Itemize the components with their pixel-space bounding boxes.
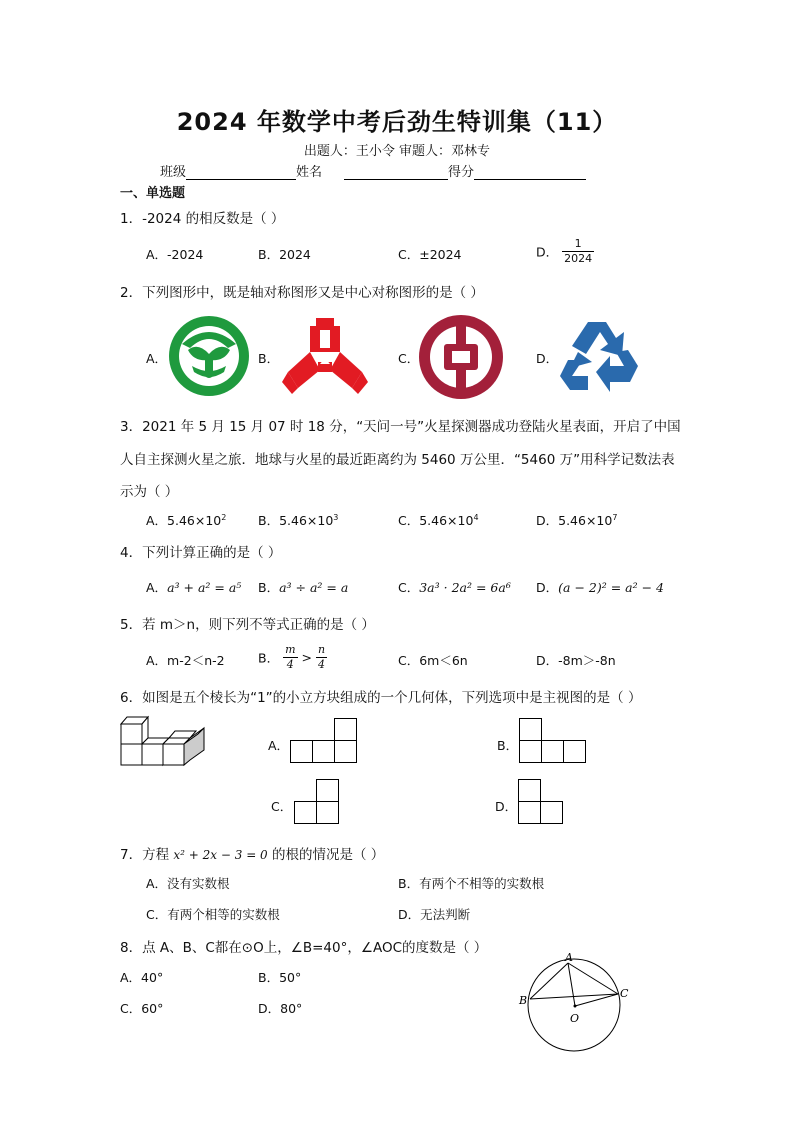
author-line: 出题人：王小令 审题人：邓林专 — [303, 144, 491, 159]
q4-option-d-expr: (a − 2)² = a² − 4 — [558, 580, 664, 595]
q5-fraction-n-den: 4 — [318, 658, 325, 671]
name-label: 姓名 — [296, 165, 323, 180]
q7-equation: x² + 2x − 3 = 0 — [173, 848, 268, 862]
q7-stem-post: 的根的情况是（ ） — [267, 847, 385, 863]
q7-option-a[interactable]: A．没有实数根 — [146, 876, 230, 891]
q1-fraction-den: 2024 — [564, 252, 593, 265]
q6-option-a-view — [290, 718, 360, 764]
q6-cube-solid-figure — [118, 714, 208, 768]
q3-option-b-base: B．5.46×10 — [258, 513, 334, 528]
q3-line3: 示为（ ） — [120, 484, 179, 500]
q5-option-a[interactable]: A．m-2＜n-2 — [146, 653, 225, 668]
q5-fraction-n — [316, 643, 327, 672]
section-title: 一、单选题 — [120, 186, 186, 201]
q6-option-d-view — [518, 779, 566, 827]
q2-option-d[interactable]: D． — [536, 351, 559, 366]
q6-option-d[interactable]: D． — [495, 799, 518, 814]
q6-option-b[interactable]: B． — [497, 738, 519, 753]
q5-fraction-m — [283, 643, 297, 672]
q1-option-c[interactable]: C．±2024 — [398, 247, 462, 262]
bank-of-china-logo-icon — [418, 314, 504, 400]
q5-option-b[interactable] — [258, 643, 327, 672]
q7-stem-pre: 7．方程 — [120, 847, 174, 863]
q6-option-a[interactable]: A． — [268, 738, 290, 753]
recycle-icon — [558, 316, 644, 396]
q3-option-b[interactable] — [258, 511, 338, 529]
q1-fraction — [562, 237, 594, 266]
class-blank[interactable] — [186, 165, 296, 180]
q4-option-a[interactable] — [146, 578, 241, 596]
q3-option-d-exp: 7 — [612, 512, 618, 522]
q3-option-d[interactable] — [536, 511, 617, 529]
q4-option-c-expr: 3a³ · 2a² = 6a⁶ — [419, 580, 511, 595]
bank-logo-red-icon — [280, 316, 370, 396]
q4-option-b[interactable] — [258, 578, 348, 596]
q7-option-b[interactable]: B．有两个不相等的实数根 — [398, 876, 545, 891]
q8-option-b[interactable]: B．50° — [258, 970, 302, 985]
q5-fraction-m-den: 4 — [286, 658, 294, 671]
q1-fraction-num: 1 — [562, 237, 594, 252]
score-blank[interactable] — [474, 165, 586, 180]
q8-label-a: A — [565, 951, 573, 964]
q4-option-a-expr: a³ + a² = a⁵ — [167, 580, 242, 595]
q8-option-a[interactable]: A．40° — [120, 970, 164, 985]
q1-option-d[interactable] — [536, 237, 594, 266]
green-food-logo-icon — [168, 314, 250, 398]
q6-option-b-view — [519, 718, 589, 764]
q3-option-c[interactable] — [398, 511, 479, 529]
q3-option-b-exp: 3 — [333, 512, 339, 522]
q4-option-b-label: B． — [258, 580, 280, 595]
q6-option-c[interactable]: C． — [271, 799, 293, 814]
q3-option-a-exp: 2 — [221, 512, 227, 522]
q5-fraction-n-num: n — [317, 643, 326, 656]
q8-label-b: B — [519, 994, 528, 1007]
class-label: 班级 — [160, 165, 187, 180]
q8-label-o: O — [570, 1012, 580, 1025]
q4-option-c-label: C． — [398, 580, 420, 595]
q3-option-c-base: C．5.46×10 — [398, 513, 474, 528]
q5-greater-sign: > — [301, 650, 312, 665]
q1-option-d-label: D． — [536, 244, 559, 260]
name-blank[interactable] — [344, 165, 448, 180]
q6-stem: 6．如图是五个棱长为“1”的小立方块组成的一个几何体，下列选项中是主视图的是（ ） — [120, 690, 642, 706]
q4-stem: 4．下列计算正确的是（ ） — [120, 545, 282, 561]
q5-option-d[interactable]: D．-8m＞-8n — [536, 653, 616, 668]
q4-option-c[interactable] — [398, 578, 511, 596]
q3-option-a[interactable] — [146, 511, 226, 529]
q3-line1: 3．2021 年 5 月 15 月 07 时 18 分，“天问一号”火星探测器成功登陆火星表面，开启了中国 — [120, 419, 681, 435]
q3-option-d-base: D．5.46×10 — [536, 513, 613, 528]
q5-option-c[interactable]: C．6m＜6n — [398, 653, 468, 668]
q7-stem — [120, 843, 384, 863]
q7-option-c[interactable]: C．有两个相等的实数根 — [146, 907, 280, 922]
q5-option-b-label: B． — [258, 650, 280, 666]
q8-label-c: C — [620, 987, 629, 1000]
q2-option-a[interactable]: A． — [146, 351, 168, 366]
q8-option-c[interactable]: C．60° — [120, 1001, 164, 1016]
q2-stem: 2．下列图形中，既是轴对称图形又是中心对称图形的是（ ） — [120, 285, 484, 301]
q4-option-d-label: D． — [536, 580, 559, 595]
q4-option-b-expr: a³ ÷ a² = a — [279, 580, 349, 595]
q5-fraction-m-num: m — [285, 643, 296, 656]
q8-option-d[interactable]: D．80° — [258, 1001, 303, 1016]
q5-stem: 5．若 m＞n，则下列不等式正确的是（ ） — [120, 617, 375, 633]
q3-line2: 人自主探测火星之旅．地球与火星的最近距离约为 5460 万公里．“5460 万”用科学记数法表 — [120, 452, 675, 468]
q1-stem: 1．-2024 的相反数是（ ） — [120, 211, 285, 227]
q3-option-a-base: A．5.46×10 — [146, 513, 222, 528]
q1-option-b[interactable]: B．2024 — [258, 247, 311, 262]
page-title: 2024 年数学中考后劲生特训集（11） — [176, 108, 618, 136]
q4-option-a-label: A． — [146, 580, 168, 595]
q1-option-a[interactable]: A．-2024 — [146, 247, 204, 262]
score-label: 得分 — [448, 165, 475, 180]
q8-stem: 8．点 A、B、C都在⊙O上，∠B=40°，∠AOC的度数是（ ） — [120, 940, 488, 956]
q6-option-c-view — [294, 779, 342, 827]
q3-option-c-exp: 4 — [473, 512, 479, 522]
q2-option-b[interactable]: B． — [258, 351, 280, 366]
q2-option-c[interactable]: C． — [398, 351, 420, 366]
q4-option-d[interactable] — [536, 578, 664, 596]
q8-circle-figure — [514, 950, 634, 1060]
class-field — [160, 161, 586, 180]
q7-option-d[interactable]: D．无法判断 — [398, 907, 471, 922]
